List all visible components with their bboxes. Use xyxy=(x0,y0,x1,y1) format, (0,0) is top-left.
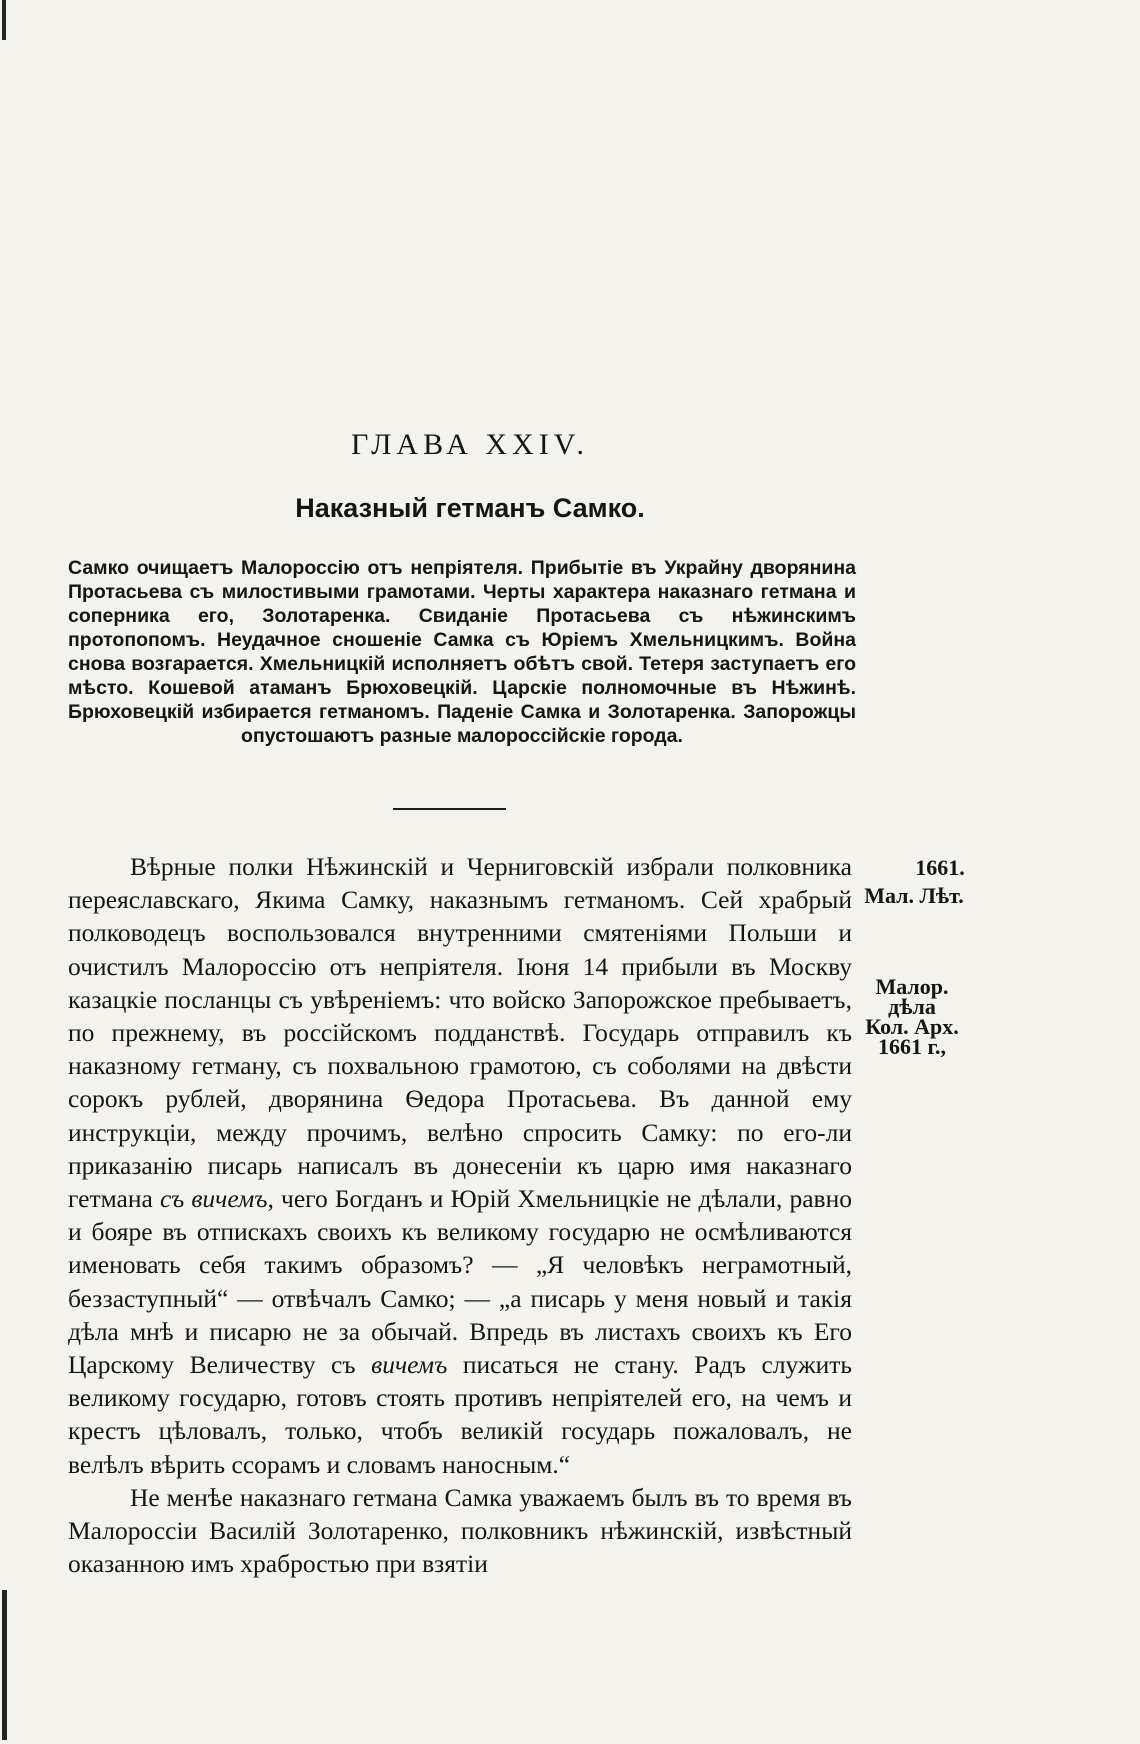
margin-note-source: Мал. Лѣт. xyxy=(864,883,964,908)
chapter-title: ГЛАВА XXIV. xyxy=(350,428,589,461)
paragraph-1-part-2: , чего Богданъ и Юрій Хмельницкіе не дѣлали, равно и бояре въ отпискахъ своихъ къ великому государю не осмѣливаются именовать себя такимъ образомъ? — „Я человѣкъ неграмотный, беззаступный“ — отвѣчалъ Самко; — „а писарь у меня новый и такія дѣла мнѣ и писарю не за обычай. Впредь въ листахъ своихъ къ Его Царскому Величеству съ xyxy=(68,1184,852,1380)
chapter-summary: Самко очищаетъ Малороссію отъ непріятеля. Прибытіе въ Украйну дворянина Протасьева съ милостивыми грамотами. Черты характера наказнаго гетмана и соперника его, Золотаренка. Свиданіе Протасьева съ нѣжинскимъ протопопомъ. Неудачное сношеніе Самка съ Юріемъ Хмельницкимъ. Война снова возгарается. Хмельницкій исполняетъ обѣтъ свой. Тетеря заступаетъ его мѣсто. Кошевой атаманъ Брюховецкій. Царскіе полномочные въ Нѣжинѣ. Брюховецкій избирается гетманомъ. Паденіе Самка и Золотаренка. Запорожцы опустошаютъ разные малороссійскіе города. xyxy=(68,557,856,747)
page-edge-mark-top xyxy=(2,0,6,40)
italic-phrase-2: вичемъ xyxy=(371,1350,448,1380)
paragraph-1-part-3: писаться не стану. Радъ служить великому государю, готовъ стоять противъ непріятелей его, на чемъ и крестъ цѣловалъ, только, чтобъ великій государь пожаловалъ, не велѣлъ вѣрить ссорамъ и словамъ наносным.“ xyxy=(68,1350,852,1479)
paragraph-1-part-1: Вѣрные полки Нѣжинскій и Черниговскій избрали полковника переяславскаго, Якима Самку, наказнымъ гетманомъ. Сей храбрый полководецъ воспользовался внутренними смятеніями Польши и очистилъ Малороссію отъ непріятеля. Іюня 14 прибыли въ Москву казацкіе посланцы съ увѣреніемъ: что войско Запорожское пребываетъ, по прежнему, въ россійскомъ подданствѣ. Государь отправилъ къ наказному гетману, съ похвальною грамотою, съ соболями на двѣсти сорокъ рублей, дворянина Ѳедора Протасьева. Въ данной ему инструкціи, между прочимъ, велѣно спросить Самку: по его-ли приказанію писарь написалъ въ донесеніи къ царю имя наказнаго гетмана xyxy=(68,852,852,1214)
italic-phrase-1: съ вичемъ xyxy=(159,1184,268,1214)
body-text xyxy=(68,850,852,1580)
section-divider xyxy=(393,808,506,810)
margin-note-archive-line: Малор. xyxy=(875,974,949,999)
chapter-subtitle: Наказный гетманъ Самко. xyxy=(295,493,645,523)
page-edge-mark-bottom xyxy=(2,1590,7,1740)
margin-note-archive xyxy=(852,974,972,1059)
paragraph-2: Не менѣе наказнаго гетмана Самка уважаемъ былъ въ то время въ Малороссіи Василій Золотаренко, полковникъ нѣжинскій, извѣстный оказанною имъ храбростью при взятіи xyxy=(68,1482,852,1579)
margin-note-year: 1661. xyxy=(915,855,965,880)
margin-note-archive-line: Кол. Арх. xyxy=(865,1014,959,1039)
paragraph-1 xyxy=(68,850,852,1481)
margin-note-archive-line: дѣла xyxy=(888,994,936,1019)
margin-note-archive-line: 1661 г., xyxy=(877,1034,946,1059)
